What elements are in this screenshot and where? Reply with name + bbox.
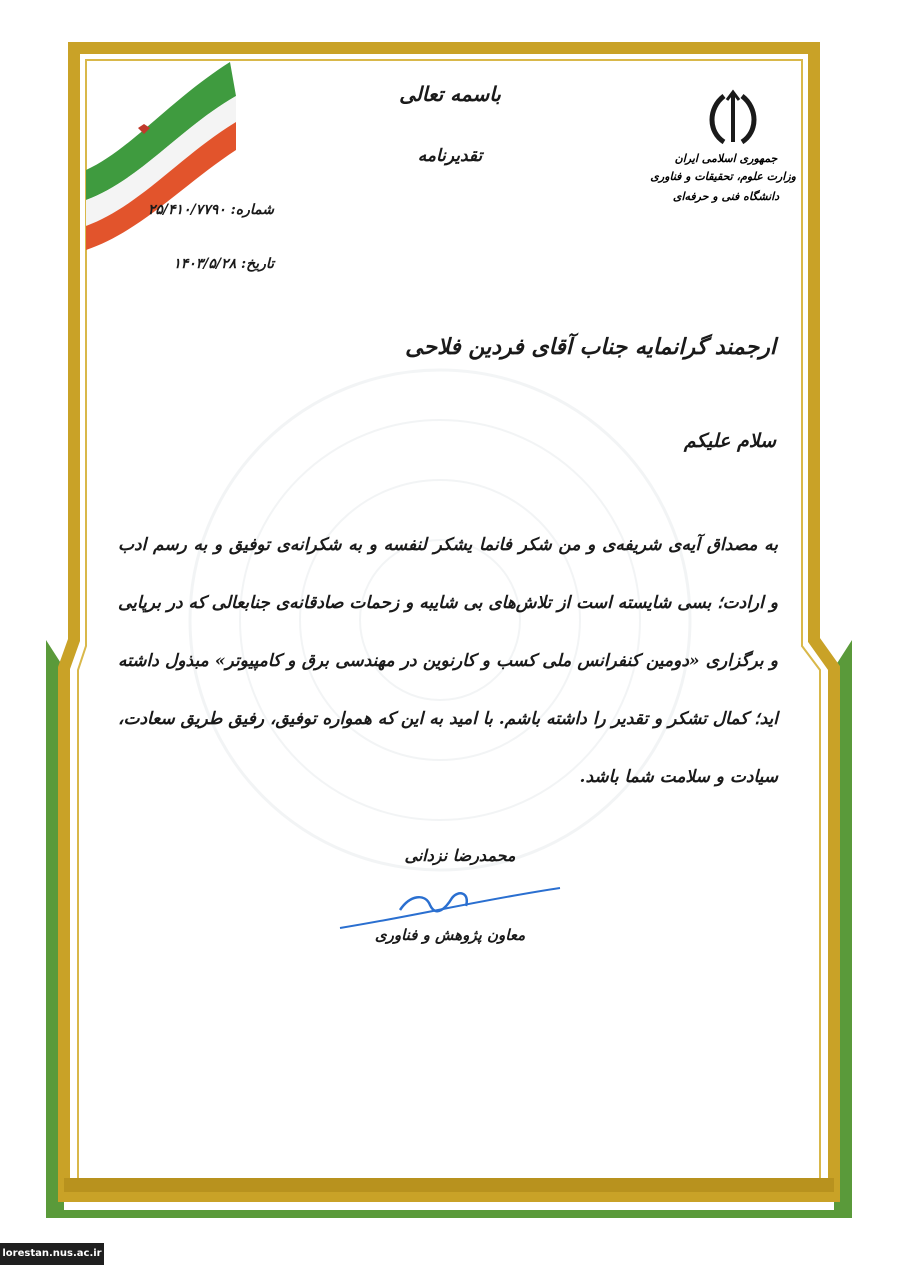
letter-date <box>150 256 274 272</box>
iran-emblem-icon <box>712 92 754 142</box>
gold-frame-bottom <box>64 1178 834 1192</box>
date-value: ۱۴۰۳/۵/۲۸ <box>173 256 237 272</box>
letter-body: به مصداق آیه‌ی شریفه‌ی و من شکر فانما یشکر لنفسه و به شکرانه‌ی توفیق و به رسم ادب و ارادت؛ بسی شایسته است از تلاش‌های بی شایبه و زحمات صادقانه‌ی جنابعالی که در برپایی و برگزاری «دومین کنفرانس ملی کسب و کارنوین در مهندسی برق و کامپیوتر» مبذول داشته اید؛ کمال تشکر و تقدیر را داشته باشم. با امید به این که همواره توفیق، رفیق طریق سعادت، سیادت و سلامت شما باشد. <box>118 535 778 787</box>
iran-flag-ribbon-icon <box>86 62 236 250</box>
signatory-name: محمدرضا نزدانی <box>404 846 516 865</box>
recipient-salutation: ارجمند گرانمایه جناب آقای فردین فلاحی <box>405 334 776 360</box>
org-line-ministry: وزارت علوم، تحقیقات و فناوری <box>650 170 796 183</box>
date-label: تاریخ: <box>240 256 274 272</box>
number-label: شماره: <box>230 202 274 218</box>
number-value: ۲۵/۴۱۰/۷۷۹۰ <box>147 202 226 218</box>
org-line-country: جمهوری اسلامی ایران <box>674 152 778 165</box>
org-line-university: دانشگاه فنی و حرفه‌ای <box>672 190 780 203</box>
greeting: سلام علیکم <box>683 430 776 452</box>
handwritten-signature <box>340 888 560 928</box>
signatory-title: معاون پژوهش و فناوری <box>374 926 526 944</box>
site-watermark: lorestan.nus.ac.ir <box>0 1243 104 1265</box>
document-type-title: تقدیرنامه <box>417 146 483 166</box>
basmala: باسمه تعالی <box>399 82 501 106</box>
letter-number <box>147 202 274 218</box>
